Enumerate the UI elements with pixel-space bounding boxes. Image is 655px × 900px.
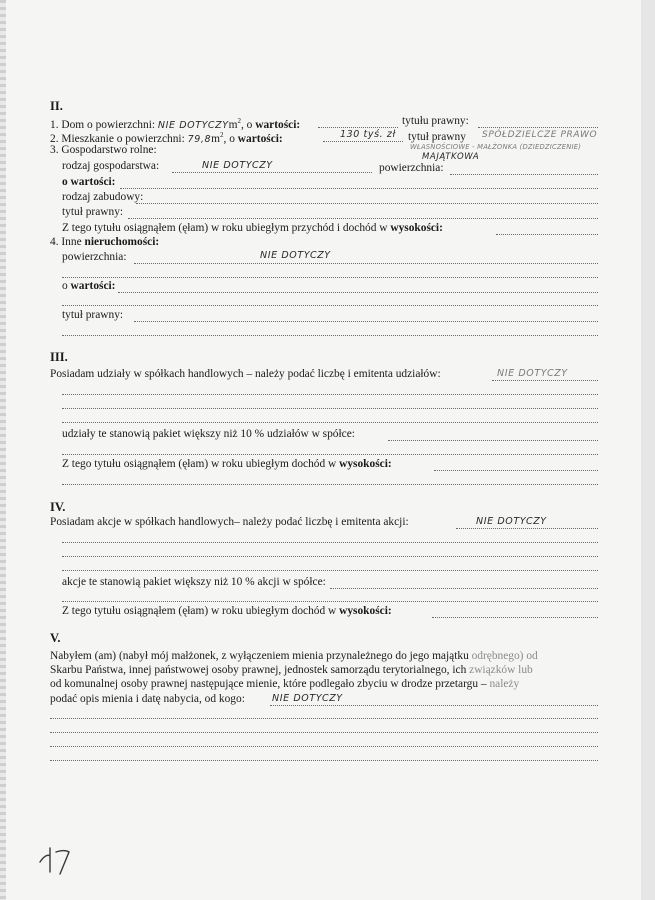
fill-line — [62, 277, 598, 278]
stocks-handwritten: NIE DOTYCZY — [476, 516, 547, 527]
farm-handwritten-note-2: MAJĄTKOWA — [422, 152, 480, 162]
other-area-handwritten: NIE DOTYCZY — [260, 250, 331, 261]
fill-line — [128, 218, 598, 219]
comma-o: , o — [223, 132, 238, 145]
amount-label: wysokości: — [390, 222, 443, 234]
acquired-text-2b: związków lub — [469, 664, 533, 676]
farm-handwritten-note: WŁASNOŚCIOWE - MAŁŻONKA (DZIEDZICZENIE) — [410, 143, 582, 151]
title-label-2: tytuł prawny — [408, 131, 466, 143]
shares-packet-label: udziały te stanowią pakiet większy niż 10 % udziałów w spółce: — [62, 428, 355, 440]
acquired-text-3: od komunalnej osoby prawnej następujące mienie, które podlegało zbyciu w drodze przetargu – — [50, 678, 490, 690]
fill-line — [62, 542, 598, 543]
unit-m: m — [211, 132, 221, 145]
unit-sup: 2 — [220, 131, 224, 139]
unit-sup: 2 — [237, 117, 241, 125]
shares-label: Posiadam udziały w spółkach handlowych – należy podać liczbę i emitenta udziałów: — [50, 368, 441, 380]
section-iv-heading: IV. — [50, 500, 66, 514]
fill-line — [432, 617, 598, 618]
section-ii-heading: II. — [50, 99, 63, 113]
fill-line — [62, 305, 598, 306]
fill-line — [62, 422, 598, 423]
fill-line — [62, 556, 598, 557]
fill-line — [136, 203, 598, 204]
stocks-label: Posiadam akcje w spółkach handlowych– należy podać liczbę i emitenta akcji: — [50, 516, 409, 528]
farm-area-label: powierzchnia: — [379, 162, 444, 174]
handwritten-page-mark — [36, 842, 74, 876]
fill-line — [62, 601, 598, 602]
shares-handwritten: NIE DOTYCZY — [497, 368, 568, 379]
value-label: wartości: — [237, 132, 283, 145]
apartment-title-handwritten: SPÓŁDZIELCZE PRAWO — [482, 130, 598, 140]
fill-line — [62, 570, 598, 571]
farm-income-line — [62, 222, 443, 235]
stocks-packet-label: akcje te stanowią pakiet większy niż 10 % akcji w spółce: — [62, 576, 326, 588]
acquired-line-3 — [50, 678, 519, 691]
fill-line — [330, 588, 598, 589]
fill-line — [50, 746, 598, 747]
apartment-value-handwritten: 130 tyś. zł — [340, 129, 396, 140]
fill-line — [62, 335, 598, 336]
acquired-line-4: podać opis mienia i datę nabycia, od kogo: — [50, 693, 245, 705]
acquired-handwritten: NIE DOTYCZY — [272, 693, 343, 704]
fill-line — [62, 454, 598, 455]
fill-line — [62, 408, 598, 409]
house-area-handwritten: NIE DOTYCZY — [157, 119, 229, 131]
scan-edge-left — [0, 0, 6, 900]
farm-type-handwritten: NIE DOTYCZY — [202, 160, 273, 171]
other-area-label: powierzchnia: — [62, 251, 127, 263]
section-v-heading: V. — [50, 631, 61, 645]
other-label: 4. Inne — [50, 236, 85, 248]
other-value-line — [62, 280, 115, 293]
stocks-income-line — [62, 605, 392, 618]
acquired-line-2 — [50, 664, 533, 677]
acquired-line-1 — [50, 650, 538, 663]
fill-line — [434, 470, 598, 471]
fill-line — [50, 732, 598, 733]
other-title-label: tytuł prawny: — [62, 309, 124, 321]
amount-label: wysokości: — [339, 605, 392, 617]
shares-income-line — [62, 458, 392, 471]
unit-m: m — [228, 118, 238, 131]
fill-line — [496, 234, 598, 235]
fill-line — [62, 484, 598, 485]
fill-line — [478, 127, 598, 128]
stocks-income-label: Z tego tytułu osiągnąłem (ęłam) w roku ubiegłym dochód w — [62, 605, 340, 617]
fill-line — [62, 394, 598, 395]
acquired-text-1: Nabyłem (am) (nabył mój małżonek, z wyłączeniem mienia przynależnego do jego majątku — [50, 650, 472, 662]
title-label: tytułu prawny: — [402, 115, 469, 127]
fill-line — [134, 321, 598, 322]
apartment-area-handwritten: 79,8 — [187, 133, 212, 145]
comma-o: , o — [240, 118, 256, 131]
fill-line — [120, 188, 598, 189]
fill-line — [50, 718, 598, 719]
fill-line — [492, 380, 598, 381]
shares-income-label: Z tego tytułu osiągnąłem (ęłam) w roku ubiegłym dochód w — [62, 458, 340, 470]
farm-title-label: tytuł prawny: — [62, 206, 124, 218]
section-iii-heading: III. — [50, 350, 68, 364]
house-label: 1. Dom o powierzchni: — [50, 118, 156, 131]
fill-line — [172, 172, 372, 173]
fill-line — [118, 292, 598, 293]
fill-line — [388, 440, 598, 441]
acquired-text-2: Skarbu Państwa, innej państwowej osoby prawnej, jednostek samorządu terytorialnego, ich — [50, 664, 470, 676]
amount-label: wysokości: — [339, 458, 392, 470]
scan-edge-right — [641, 0, 655, 900]
fill-line — [450, 174, 598, 175]
fill-line — [456, 528, 598, 529]
farm-label: 3. Gospodarstwo rolne: — [50, 144, 157, 156]
value-label: wartości: — [255, 118, 301, 131]
fill-line — [134, 263, 598, 264]
o-label: o — [62, 280, 71, 292]
apartment-label: 2. Mieszkanie o powierzchni: — [50, 132, 185, 145]
farm-value-label: o wartości: — [62, 176, 116, 188]
farm-building-label: rodzaj zabudowy: — [62, 191, 144, 203]
acquired-text-1b: odrębnego) od — [471, 650, 538, 662]
value-label: wartości: — [70, 280, 116, 292]
farm-type-label: rodzaj gospodarstwa: — [62, 160, 160, 172]
other-property-line — [50, 236, 159, 249]
fill-line — [50, 760, 598, 761]
fill-line — [323, 141, 403, 142]
farm-income-label: Z tego tytułu osiągnąłem (ęłam) w roku ubiegłym przychód i dochód w — [62, 222, 391, 234]
acquired-text-3b: należy — [489, 678, 520, 690]
property-label: nieruchomości: — [84, 236, 160, 248]
fill-line — [270, 705, 598, 706]
